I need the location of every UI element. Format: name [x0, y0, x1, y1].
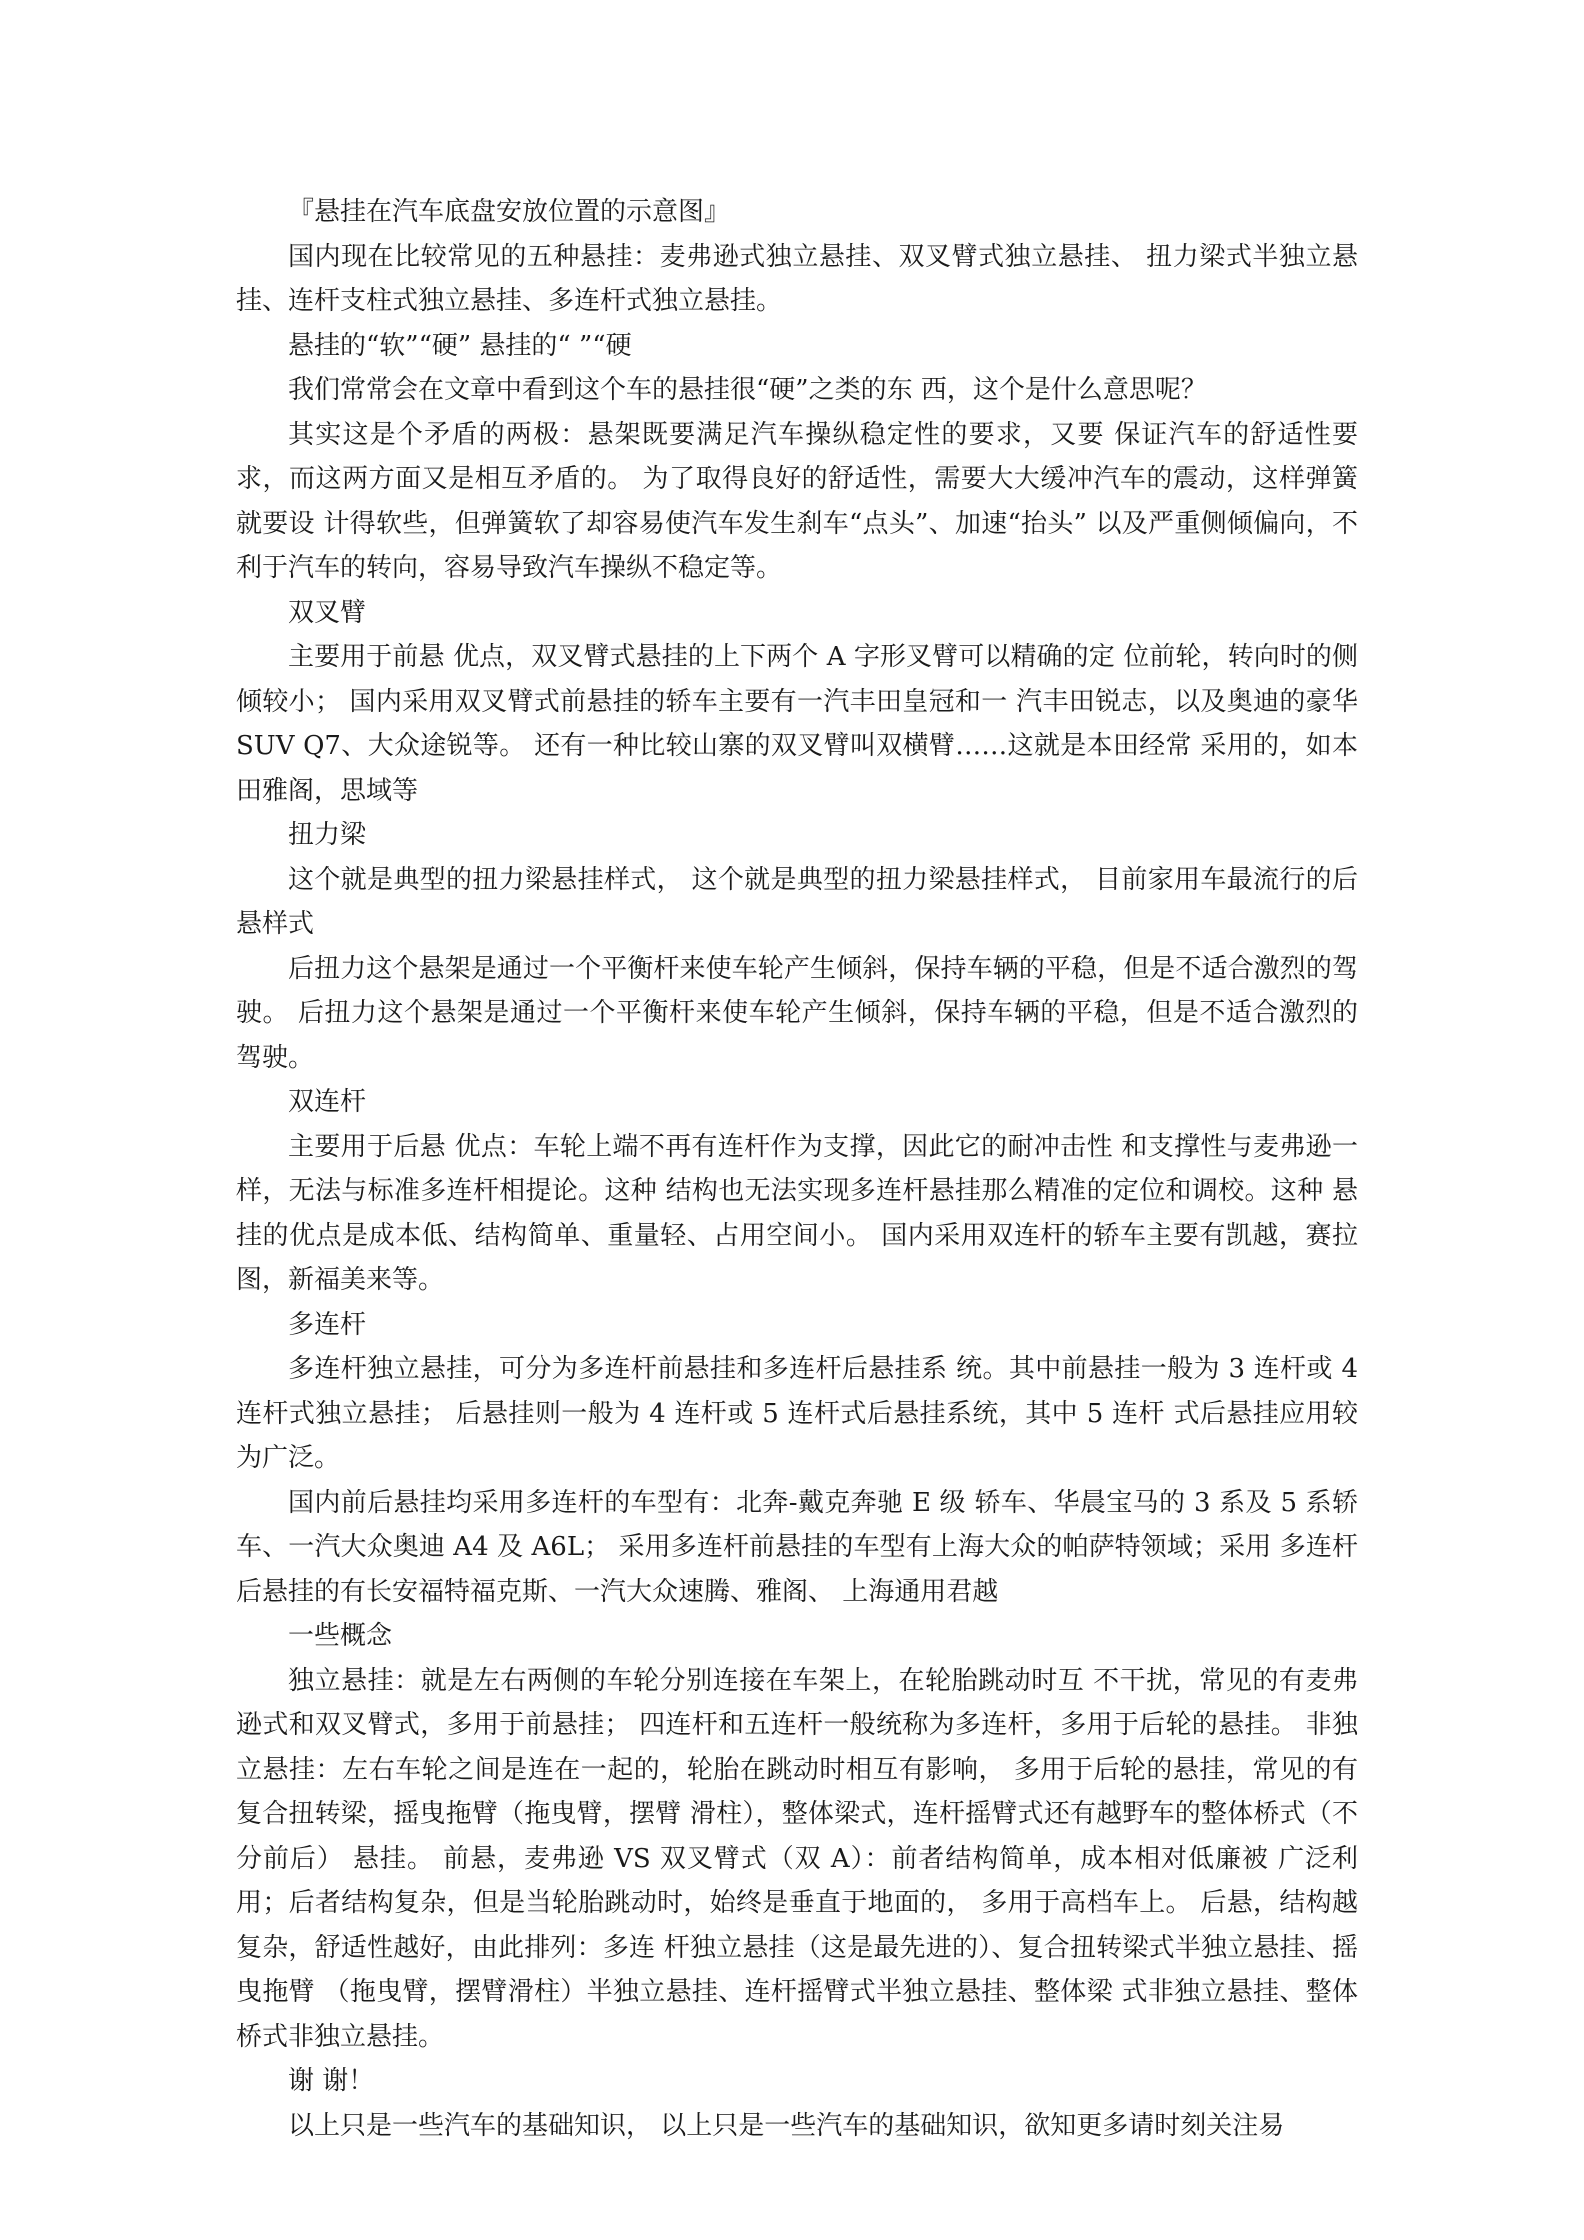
heading-multi-link: 多连杆	[288, 1309, 367, 1340]
paragraph-multi-link-2: 国内前后悬挂均采用多连杆的车型有：北奔-戴克奔驰 E 级 轿车、华晨宝马的 3 系及 5 系轿车、一汽大众奥迪 A4 及 A6L； 采用多连杆前悬挂的车型有上海大众的帕萨特领域；采用 多连杆后悬挂的有长安福特福克斯、一汽大众速腾、雅阁、 上海通用君越	[236, 1487, 1358, 1607]
paragraph-torsion-beam-1: 这个就是典型的扭力梁悬挂样式， 这个就是典型的扭力梁悬挂样式， 目前家用车最流行的后悬样式	[236, 864, 1358, 939]
heading-double-link: 双连杆	[288, 1087, 367, 1117]
paragraph-question: 我们常常会在文章中看到这个车的悬挂很“硬”之类的东 西，这个是什么意思呢？	[288, 375, 1207, 405]
paragraph-intro: 国内现在比较常见的五种悬挂：麦弗逊式独立悬挂、双叉臂式独立悬挂、 扭力梁式半独立悬挂、连杆支柱式独立悬挂、多连杆式独立悬挂。	[236, 241, 1358, 316]
paragraph-double-link: 主要用于后悬 优点：车轮上端不再有连杆作为支撑，因此它的耐冲击性 和支撑性与麦弗逊一样，无法与标准多连杆相提论。这种 结构也无法实现多连杆悬挂那么精准的定位和调校。这种 悬挂的优点是成本低、结构简单、重量轻、占用空间小。 国内采用双连杆的轿车主要有凯越，赛拉图，新福美来等。	[236, 1131, 1358, 1295]
heading-thanks: 谢 谢！	[288, 2066, 375, 2096]
document-body	[236, 190, 1358, 2148]
paragraph-contradiction: 其实这是个矛盾的两极：悬架既要满足汽车操纵稳定性的要求，又要 保证汽车的舒适性要求，而这两方面又是相互矛盾的。 为了取得良好的舒适性，需要大大缓冲汽车的震动，这样弹簧就要设 计得软些，但弹簧软了却容易使汽车发生刹车“点头”、加速“抬头” 以及严重侧倾偏向，不利于汽车的转向，容易导致汽车操纵不稳定等。	[236, 419, 1358, 583]
paragraph-closing: 以上只是一些汽车的基础知识， 以上只是一些汽车的基础知识，欲知更多请时刻关注易	[288, 2110, 1285, 2141]
figure-caption: 『悬挂在汽车底盘安放位置的示意图』	[288, 197, 731, 227]
paragraph-multi-link-1: 多连杆独立悬挂，可分为多连杆前悬挂和多连杆后悬挂系 统。其中前悬挂一般为 3 连杆或 4 连杆式独立悬挂； 后悬挂则一般为 4 连杆或 5 连杆式后悬挂系统，其中 5 连杆 式后悬挂应用较为广泛。	[236, 1354, 1358, 1473]
heading-concepts: 一些概念	[288, 1621, 393, 1651]
heading-double-wishbone: 双叉臂	[288, 597, 367, 628]
heading-torsion-beam: 扭力梁	[288, 820, 367, 850]
heading-soft-hard: 悬挂的“软”“硬” 悬挂的“ ”“硬	[288, 330, 632, 361]
paragraph-double-wishbone: 主要用于前悬 优点，双叉臂式悬挂的上下两个 A 字形叉臂可以精确的定 位前轮，转向时的侧倾较小； 国内采用双叉臂式前悬挂的轿车主要有一汽丰田皇冠和一 汽丰田锐志，以及奥迪的豪华 SUV Q7、大众途锐等。 还有一种比较山寨的双叉臂叫双横臂……这就是本田经常 采用的，如本田雅阁，思域等	[236, 642, 1358, 806]
paragraph-concepts: 独立悬挂：就是左右两侧的车轮分别连接在车架上，在轮胎跳动时互 不干扰，常见的有麦弗逊式和双叉臂式，多用于前悬挂； 四连杆和五连杆一般统称为多连杆，多用于后轮的悬挂。 非独立悬挂：左右车轮之间是连在一起的，轮胎在跳动时相互有影响， 多用于后轮的悬挂，常见的有复合扭转梁，摇曳拖臂（拖曳臂，摆臂 滑柱），整体梁式，连杆摇臂式还有越野车的整体桥式（不分前后） 悬挂。 前悬，麦弗逊 VS 双叉臂式（双 A）：前者结构简单，成本相对低廉被 广泛利用；后者结构复杂，但是当轮胎跳动时，始终是垂直于地面的， 多用于高档车上。 后悬，结构越复杂，舒适性越好，由此排列：多连 杆独立悬挂（这是最先进的）、复合扭转梁式半独立悬挂、摇曳拖臂 （拖曳臂，摆臂滑柱）半独立悬挂、连杆摇臂式半独立悬挂、整体梁 式非独立悬挂、整体桥式非独立悬挂。	[236, 1665, 1358, 2052]
paragraph-torsion-beam-2: 后扭力这个悬架是通过一个平衡杆来使车轮产生倾斜，保持车辆的平稳，但是不适合激烈的驾驶。 后扭力这个悬架是通过一个平衡杆来使车轮产生倾斜，保持车辆的平稳，但是不适合激烈的驾驶。	[236, 953, 1358, 1073]
